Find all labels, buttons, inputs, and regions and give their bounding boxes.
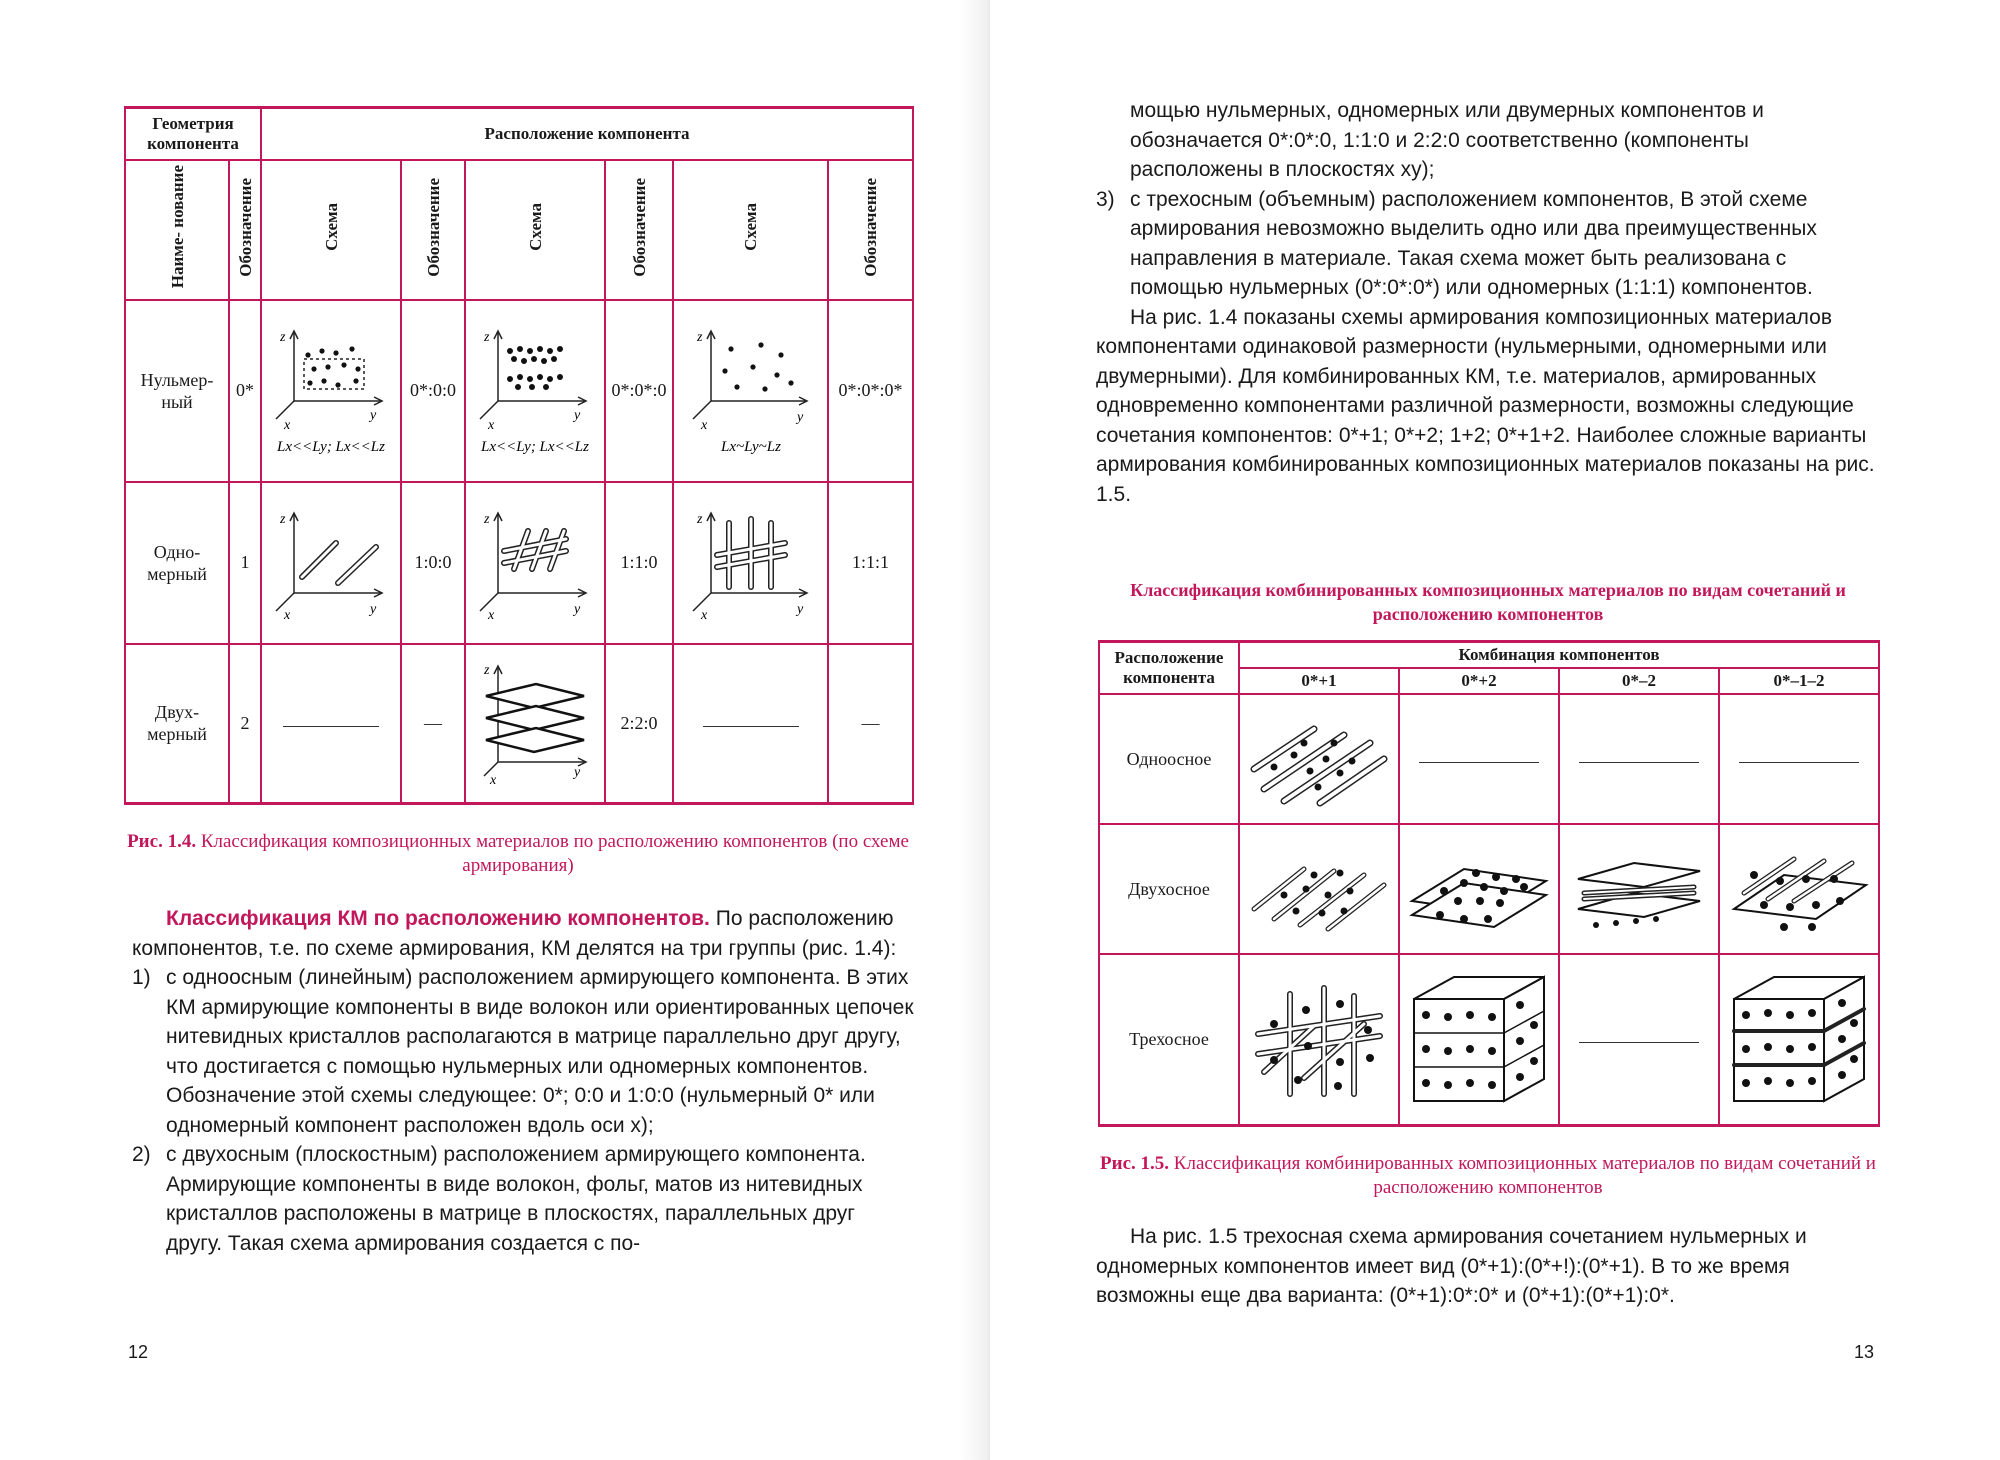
scheme-two-biaxial xyxy=(465,644,605,804)
table-reinforcement-schemes xyxy=(124,106,914,805)
col-scheme-header: Схема xyxy=(673,160,828,300)
scheme-fibers-volume xyxy=(681,503,821,623)
page-number-left: 12 xyxy=(128,1342,149,1362)
row-name-triaxial: Трехосное xyxy=(1099,954,1239,1126)
value-two-1: — xyxy=(401,644,465,804)
scheme-plates-fibers-dots xyxy=(1724,839,1874,939)
scheme-zero-uniaxial xyxy=(261,300,401,482)
col-designation-header: Обозначение xyxy=(828,160,913,300)
header-arrangement-15: Расположение компонента xyxy=(1099,642,1239,694)
svg-text:z: z xyxy=(696,511,702,527)
scheme-biaxial-0-2 xyxy=(1399,824,1559,954)
scheme-fibers-plane xyxy=(470,503,600,623)
paragraph-fig-1-4: На рис. 1.4 показаны схемы армирования композиционных материалов компонентами одинаковой размерности (нульмерными, одномерными или двумерными). Для комбинированных КМ, т.е. материалов, армированных одновременно компонентами различной размерности, возможны следующие сочетания компонентов: 0*+1; 0*+2; 1+2; 0*+1+2. Наиболее сложные варианты армирования комбинированных композиционных материалов показаны на рис. 1.5. xyxy=(1096,305,1875,506)
col-header-combination: 0*+2 xyxy=(1399,668,1559,694)
svg-text:y: y xyxy=(370,601,377,617)
col-designation-header: Обозначение xyxy=(401,160,465,300)
condition-text: Lx~Ly~Lz xyxy=(720,438,781,455)
scheme-fibers-dots xyxy=(1244,709,1394,809)
condition-text: Lx<<Ly; Lx<<Lz xyxy=(481,438,589,455)
scheme-zero-triaxial xyxy=(673,300,828,482)
row-name-biaxial: Двухосное xyxy=(1099,824,1239,954)
empty-cell xyxy=(1559,954,1719,1126)
svg-text:x: x xyxy=(488,417,495,433)
svg-text:y: y xyxy=(574,407,581,423)
value-zero-2: 0*:0*:0 xyxy=(605,300,673,482)
scheme-zero-biaxial xyxy=(465,300,605,482)
right-body-text-top xyxy=(1096,96,1880,509)
col-scheme-header: Схема xyxy=(261,160,401,300)
list-item-1: 1) с одноосным (линейным) расположением армирующего компонента. В этих КМ армирующие компоненты в виде волокон или ориентированных цепочек нитевидных кристаллов располагаются в матрице параллельно друг другу, что достигается с помощью нульмерных или одномерных компонентов. Обозначение этой схемы следующее: 0*; 0:0 и 1:0:0 (нульмерный 0* или одномерный компонент расположен вдоль оси x); xyxy=(132,966,914,1137)
value-zero-3: 0*:0*:0* xyxy=(828,300,913,482)
intro-paragraph xyxy=(132,904,914,963)
left-body-text xyxy=(132,904,914,1258)
svg-text:z: z xyxy=(484,329,490,345)
scheme-fibers-axis xyxy=(266,503,396,623)
svg-text:z: z xyxy=(484,663,490,679)
left-page xyxy=(0,0,990,1460)
svg-text:x: x xyxy=(700,417,707,433)
figure-caption-1-5: Рис. 1.5. Классификация комбинированных композиционных материалов по видам сочетаний и расположению компонентов xyxy=(1100,1153,1876,1198)
scheme-two-triaxial-empty xyxy=(673,644,828,804)
row-name-two: Двух- мерный xyxy=(125,644,229,804)
value-two-3: — xyxy=(828,644,913,804)
col-designation-header: Обозначение xyxy=(229,160,261,300)
row-name-zero: Нульмер- ный xyxy=(125,300,229,482)
scheme-triaxial-0-1 xyxy=(1239,954,1399,1126)
scheme-one-biaxial xyxy=(465,482,605,644)
designation-two: 2 xyxy=(229,644,261,804)
svg-text:y: y xyxy=(370,407,377,423)
svg-text:x: x xyxy=(490,773,497,789)
svg-text:y: y xyxy=(796,409,803,425)
value-one-3: 1:1:1 xyxy=(828,482,913,644)
scheme-3d-plates-dots xyxy=(1404,969,1554,1109)
scheme-layers-plane xyxy=(470,658,600,788)
table-1-5-title: Классификация комбинированных композиционных материалов по видам сочетаний и расположению компонентов xyxy=(1130,580,1846,624)
col-scheme-header: Схема xyxy=(465,160,605,300)
scheme-dots-volume xyxy=(681,321,821,461)
paragraph-fig-1-5: На рис. 1.5 трехосная схема армирования сочетанием нульмерных и одномерных компонентов имеет вид (0*+1):(0*+!):(0*+1). В то же время возможны еще два варианта: (0*+1):0*:0* и (0*+1):(0*+1):0*. xyxy=(1096,1225,1807,1307)
scheme-layers-fibers-dots xyxy=(1244,839,1394,939)
row-name-uniaxial: Одноосное xyxy=(1099,694,1239,824)
scheme-uniaxial-0-1 xyxy=(1239,694,1399,824)
list-item-2: 2) с двухосным (плоскостным) расположением армирующего компонента. Армирующие компоненты в виде волокон, фольг, матов из нитевидных кристаллов расположены в матрице в плоскостях, параллельных друг другу. Такая схема армирования создается с по- xyxy=(132,1143,866,1255)
scheme-dots-plane-xy xyxy=(470,321,600,461)
svg-text:x: x xyxy=(700,607,707,623)
figure-caption-1-4: Рис. 1.4. Классификация композиционных материалов по расположению компонентов (по схеме армирования) xyxy=(127,831,909,876)
scheme-one-triaxial xyxy=(673,482,828,644)
row-name-one: Одно- мерный xyxy=(125,482,229,644)
condition-text: Lx<<Ly; Lx<<Lz xyxy=(277,438,385,455)
scheme-biaxial-0-1 xyxy=(1239,824,1399,954)
svg-text:z: z xyxy=(484,511,490,527)
page-number-right: 13 xyxy=(1854,1342,1875,1362)
section-heading: Классификация КМ по расположению компонентов. xyxy=(166,907,710,930)
list-item-3: 3) с трехосным (объемным) расположением компонентов, В этой схеме армирования невозможно выделить одно или два преимущественных направления в материале. Такая схема может быть реализована с помощью нульмерных (0*:0*:0*) или одномерных (1:1:1) компонентов. xyxy=(1096,187,1817,299)
scheme-plates-rods xyxy=(1564,839,1714,939)
table-combined-composites xyxy=(1098,640,1880,1127)
scheme-plates-dots xyxy=(1404,839,1554,939)
continuation-paragraph: мощью нульмерных, одномерных или двумерных компонентов и обозначается 0*:0*:0, 1:1:0 и 2:2:0 соответственно (компоненты расположены в плоскостях xy); xyxy=(1130,99,1764,181)
scheme-dots-axis-x xyxy=(266,321,396,461)
empty-cell xyxy=(1719,694,1879,824)
value-two-2: 2:2:0 xyxy=(605,644,673,804)
svg-text:y: y xyxy=(796,601,803,617)
designation-zero: 0* xyxy=(229,300,261,482)
svg-text:x: x xyxy=(488,607,495,623)
col-header-combination: 0*+1 xyxy=(1239,668,1399,694)
header-arrangement: Расположение компонента xyxy=(261,108,913,160)
scheme-3d-fibers-dots xyxy=(1244,974,1394,1104)
scheme-two-uniaxial-empty xyxy=(261,644,401,804)
svg-text:z: z xyxy=(696,329,702,345)
svg-text:z: z xyxy=(280,511,286,527)
svg-text:z: z xyxy=(280,329,286,345)
intro-text: По расположению компонентов, т.е. по схеме армирования, КМ делятся на три группы (рис. 1.4): xyxy=(132,907,897,960)
scheme-biaxial-0-minus-1-2 xyxy=(1719,824,1879,954)
scheme-triaxial-0-minus-1-2 xyxy=(1719,954,1879,1126)
value-one-1: 1:0:0 xyxy=(401,482,465,644)
svg-text:y: y xyxy=(574,601,581,617)
right-body-text-bottom xyxy=(1096,1222,1880,1311)
value-zero-1: 0*:0:0 xyxy=(401,300,465,482)
empty-cell xyxy=(1399,694,1559,824)
scheme-one-uniaxial xyxy=(261,482,401,644)
empty-cell xyxy=(1559,694,1719,824)
col-name-header: Наиме- нование xyxy=(125,160,229,300)
svg-text:x: x xyxy=(284,417,291,433)
col-header-combination: 0*–2 xyxy=(1559,668,1719,694)
header-geometry: Геометрия компонента xyxy=(125,108,261,160)
value-one-2: 1:1:0 xyxy=(605,482,673,644)
header-combination: Комбинация компонентов xyxy=(1239,642,1879,668)
scheme-triaxial-0-2 xyxy=(1399,954,1559,1126)
designation-one: 1 xyxy=(229,482,261,644)
svg-text:x: x xyxy=(284,607,291,623)
col-designation-header: Обозначение xyxy=(605,160,673,300)
scheme-biaxial-0-minus-2 xyxy=(1559,824,1719,954)
col-header-combination: 0*–1–2 xyxy=(1719,668,1879,694)
svg-text:y: y xyxy=(574,765,581,781)
scheme-3d-plates-fibers-dots xyxy=(1724,969,1874,1109)
